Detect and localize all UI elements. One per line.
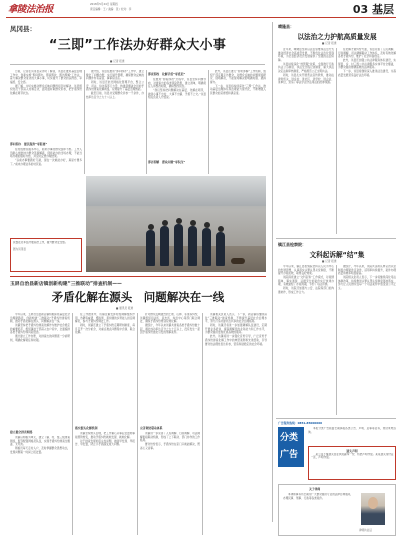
bottom-headline: 矛盾化解在源头 问题解决在一线	[51, 290, 225, 304]
main-byline: ■ 记者 报道	[110, 60, 125, 63]
profile-box	[278, 484, 396, 536]
main-col-1-text: 日前，记者在凤冈县采访时了解到，该县在推进基层治理工作中，创新实施“即问即办、即查即改、即访即解”工作法，着力解决群众身边的大事小事，切实提升了群众的获得感、幸福感、安全感。 据了解，为切实推动群众反映问题得到及时解决，该县组织党员干部深入村寨走访，面对面听取群众诉求，把矛盾纠纷化解在萌芽状态。	[10, 70, 82, 95]
profile-title: 关于律师	[309, 487, 321, 491]
right-top-headline: 以法治之力护航高质量发展	[297, 33, 377, 41]
photo-officer-1	[146, 230, 155, 266]
main-subhead-3: 即访即解 群众问题“零积压”	[148, 160, 186, 164]
main-col-2-text: 据介绍，该县在推进“即问即办”工作中，建立健全了问题台账，实行销号管理，确保群众反映的问题件件有着落、事事有回音。 同时，该县还依托网格化管理平台，整合公安、司法、信访等部门力量，构建起覆盖全县的矛盾纠纷排查化解网络，有效提升了基层治理效能。 截至目前，该县共受理群众诉求一千余件，办结率达百分之九十八以上。	[86, 70, 144, 99]
main-divider	[10, 64, 265, 65]
photo-officer-2	[160, 226, 169, 266]
photo-dog	[231, 258, 245, 264]
page-label: 03 基层	[352, 3, 394, 16]
photo-officer-4	[188, 226, 197, 266]
right-top-bottom-rule	[276, 238, 396, 239]
masthead-logo: 拿陵法治报	[8, 4, 54, 15]
main-kicker: 凤冈县：	[10, 25, 36, 33]
notice-text: 某公司不慎遗失营业执照副本一份，特此声明作废。某某遗失身份证一张，声明作废。	[310, 452, 394, 460]
main-col-1-text-b: 在村级便民服务中心，前来办事的群众络绎不绝。工作人员耐心细致地为群众答疑解惑，现场能办的当场办理，不能当场办理的限时办结，并及时反馈办理结果。 “以前办事要跑好几趟，现在一次就能办好，真是方便多了。”前来办理业务的村民说。	[10, 148, 82, 166]
bottom-col-divider-2	[137, 313, 138, 535]
bottom-col-3b: 该镇进一步完善了人民调解、行政调解、司法调解衔接联动机制，形成了上下联动、部门协作的工作格局。 群众纷纷表示，矛盾纠纷在家门口就能解决，既省心又省事。	[140, 432, 200, 450]
right-mid-kicker: 镇江县检察院：	[278, 242, 306, 247]
photo-caption: 民警在火车站开展巡逻工作，提升群众安全感。	[13, 241, 68, 244]
right-top-kicker: 晴隆县：	[278, 24, 294, 29]
main-col-4-text: 此外，该县还推行“即访即解”工作机制，组织干部定期走访群众，对群众反映的问题现场研究、现场解决，不能现场解决的明确时限、跟踪督办。 下一步，该县将持续深化“三即”工作法，推动基层治理体系和治理能力现代化，不断增强人民群众的获得感和满意度。	[210, 70, 266, 95]
main-col-divider-3	[208, 70, 209, 174]
bottom-col-divider-3	[202, 313, 203, 535]
main-col-divider-1	[84, 70, 85, 174]
masthead-rule	[6, 17, 396, 18]
photo-officer-6	[216, 232, 225, 266]
bottom-col-1: 今年以来，玉屏自治县新店镇积极探索基层社会治理新路径，创新构建“三推联动”矛盾纠纷排查机制，推动矛盾化解在源头、问题解决在一线。 该镇坚持把矛盾纠纷排查化解作为维护社会稳定的重要抓手，组织镇村干部深入农户家中，全面摸排各类矛盾纠纷和风险隐患。 通过建立工作台账，对排查出的问题逐一分析研判，明确化解责任和时限。	[10, 313, 70, 342]
right-top-col-1: 近年来，晴隆县坚持以法治思维和法治方式推动经济社会高质量发展，不断优化法治化营商环境，为全县经济社会发展提供了坚强的法治保障。 该县持续深化“放管服”改革，全面推行行政执法公示制度、执法全过程记录制度、重大执法决定法制审核制度，严格规范公正文明执法。 同时，该县扎实开展普法宣传教育，推动法律进机关、进乡村、进社区、进学校、进企业、进单位，营造了尊法学法守法用法的浓厚氛围。	[278, 48, 334, 85]
news-photo	[86, 176, 266, 272]
bottom-col-1b: 该镇以网格为单元，建立了镇、村、组三级排查网络，配齐配强网格员队伍，实现矛盾纠纷排查全覆盖、无死角。 网格员每天走村入户，及时掌握群众思想动态，发现问题第一时间上报处置。	[10, 436, 70, 454]
main-subhead-2: 即查即改 化解矛盾“零延迟”	[148, 72, 186, 76]
right-top-col-2: 在化解矛盾纠纷方面，该县完善了人民调解、行政调解、司法调解联动工作体系，及时有效化解各类矛盾纠纷，维护了社会和谐稳定。 此外，该县还加强公共法律服务体系建设，实现县、乡、村三级公共法律服务实体平台全覆盖，为群众提供便捷高效的法律服务。 下一步，该县将继续深入推进法治建设，为高质量发展营造良好法治环境。	[338, 48, 396, 77]
main-col-divider-2	[146, 70, 147, 174]
ad-title: 广告服务热线：0851-85000000	[278, 421, 323, 425]
right-mid-col-1: 今年以来，镇江县检察院坚持以人民为中心的发展思想，认真落实认罪认罚从宽制度，不断提升办案质效，取得良好效果。 该院探索建立“文科起诉”工作模式，对案情简单、事实清楚、证据充分的案件实行快速办理，有效缩短了办案周期，节约了司法资源。 同时，该院还加强与公安、法院等部门的沟通协作，形成工作合力。	[278, 265, 334, 294]
ad-box	[278, 427, 304, 467]
photo-officer-3	[174, 224, 183, 266]
bottom-col-2: 在工作推进中，该镇注重发挥村级调解组织作用，选聘有威望、懂政策、善沟通的乡贤能人担任调解员，参与矛盾纠纷调处工作。 同时，该镇还建立了矛盾纠纷定期研判制度，每月召开一次分析会，对重点难点问题集中会商、联合化解。	[75, 313, 135, 335]
right-mid-col-2: 据统计，今年以来，该院共适用认罪认罚从宽制度办理案件百余件，适用率持续提升，案件办理质量和效率明显提高。 该院相关负责人表示，下一步将继续深化司法体制改革，持续推进认罪认罚从宽制度落地落实，努力让人民群众在每一个司法案件中感受到公平正义。	[338, 265, 396, 290]
ad-text: 本报分类广告版面长期承接各类公告、声明、启事等业务，欢迎来电咨询。	[308, 427, 396, 434]
notice-box	[308, 446, 396, 480]
main-subhead-1: 即问即办 便民服务“零距离”	[10, 142, 48, 146]
bottom-col-divider-1	[72, 313, 73, 535]
portrait-head	[368, 497, 378, 509]
right-mid-bottom-rule	[276, 418, 396, 419]
bottom-subhead-2: 落实源头化解机制	[75, 426, 98, 430]
bottom-byline: ■ 通讯员 报道	[116, 307, 134, 310]
profile-caption: 律师执业证	[359, 529, 372, 532]
profile-portrait	[361, 493, 385, 525]
bottom-subhead-1: 建立健全排查网络	[10, 430, 33, 434]
bottom-col-2b: 该镇坚持源头治理，把工作重心从事后处置向事前预防转变，推动矛盾纠纷就地发现、就地化解。 对于排查发现的苗头性问题，做到早发现、早报告、早处置，防止小矛盾演变成大问题。	[75, 432, 135, 447]
notice-title: 遗失声明	[346, 448, 358, 453]
bottom-section-rule	[10, 276, 266, 277]
right-top-col-divider	[336, 48, 337, 234]
right-mid-headline: 文科起诉解“结”集	[309, 251, 365, 259]
main-col-3-text: 在推进“即查即改”过程中，该县坚持问题导向，对排查出的各类风险隐患，建立清单，明确责任人和整改时限，确保整改到位。 “我们坚持把问题解决在基层、化解在萌芽，做到小事不出村、大事不出镇、矛盾不上交。”该县相关负责人介绍说。	[148, 78, 206, 100]
ad-big-2: 广告	[280, 450, 299, 460]
ad-big-1: 分类	[280, 433, 299, 443]
right-mid-col-divider	[336, 265, 337, 415]
bottom-kicker: 玉屏自治县新店镇创新构建“三推联动”排查机制——	[10, 282, 122, 287]
main-headline: “三即”工作法办好群众大小事	[48, 38, 227, 53]
photo-caption-box	[10, 238, 82, 272]
photo-section-label: 图为凤冈县	[13, 247, 26, 251]
profile-text: 本律师事务所长期为广大群众提供专业的法律咨询服务，办理民事、刑事、行政等各类案件。	[283, 493, 353, 500]
issue-line-1: 2018年5月24日 星期四	[90, 3, 118, 6]
issue-line-2: 责任编辑：王 / 美编：张 / 校对：李	[90, 8, 132, 11]
photo-station-canopy	[86, 176, 266, 206]
masthead	[0, 0, 402, 18]
bottom-col-4: 该镇相关负责人表示，下一步，新店镇将继续深化“三推联动”排查机制，不断提升基层社会治理水平，努力打造共建共治共享的社会治理格局。 同时，该镇还将进一步加强调解队伍建设，定期开展业务培训，提高调解员的业务能力和工作水平，为群众提供更加优质高效的服务。 此外，该镇将进一步强化宣传引导，广泛宣传矛盾纠纷排查化解工作中的典型案例和先进经验，引导群众依法理性表达诉求，营造和谐稳定的社会环境。	[205, 313, 267, 346]
bottom-subhead-3: 完善调处联动体系	[140, 426, 163, 430]
bottom-col-3: 针对群众反映强烈的土地、山林、邻里等纠纷，该镇组织司法所、派出所、综治中心等部门联合调处，确保矛盾纠纷得到有效化解。 据统计，今年以来该镇共排查各类矛盾纠纷数十起，调处成功率达百分之九十五以上，没有发生一起因矛盾纠纷激化引发的刑事案件。	[140, 313, 200, 335]
right-top-byline: ■ 记者 报道	[322, 42, 337, 45]
right-column-divider	[272, 22, 273, 522]
right-mid-byline: ■ 记者 报道	[322, 260, 337, 263]
photo-officer-5	[202, 228, 211, 266]
